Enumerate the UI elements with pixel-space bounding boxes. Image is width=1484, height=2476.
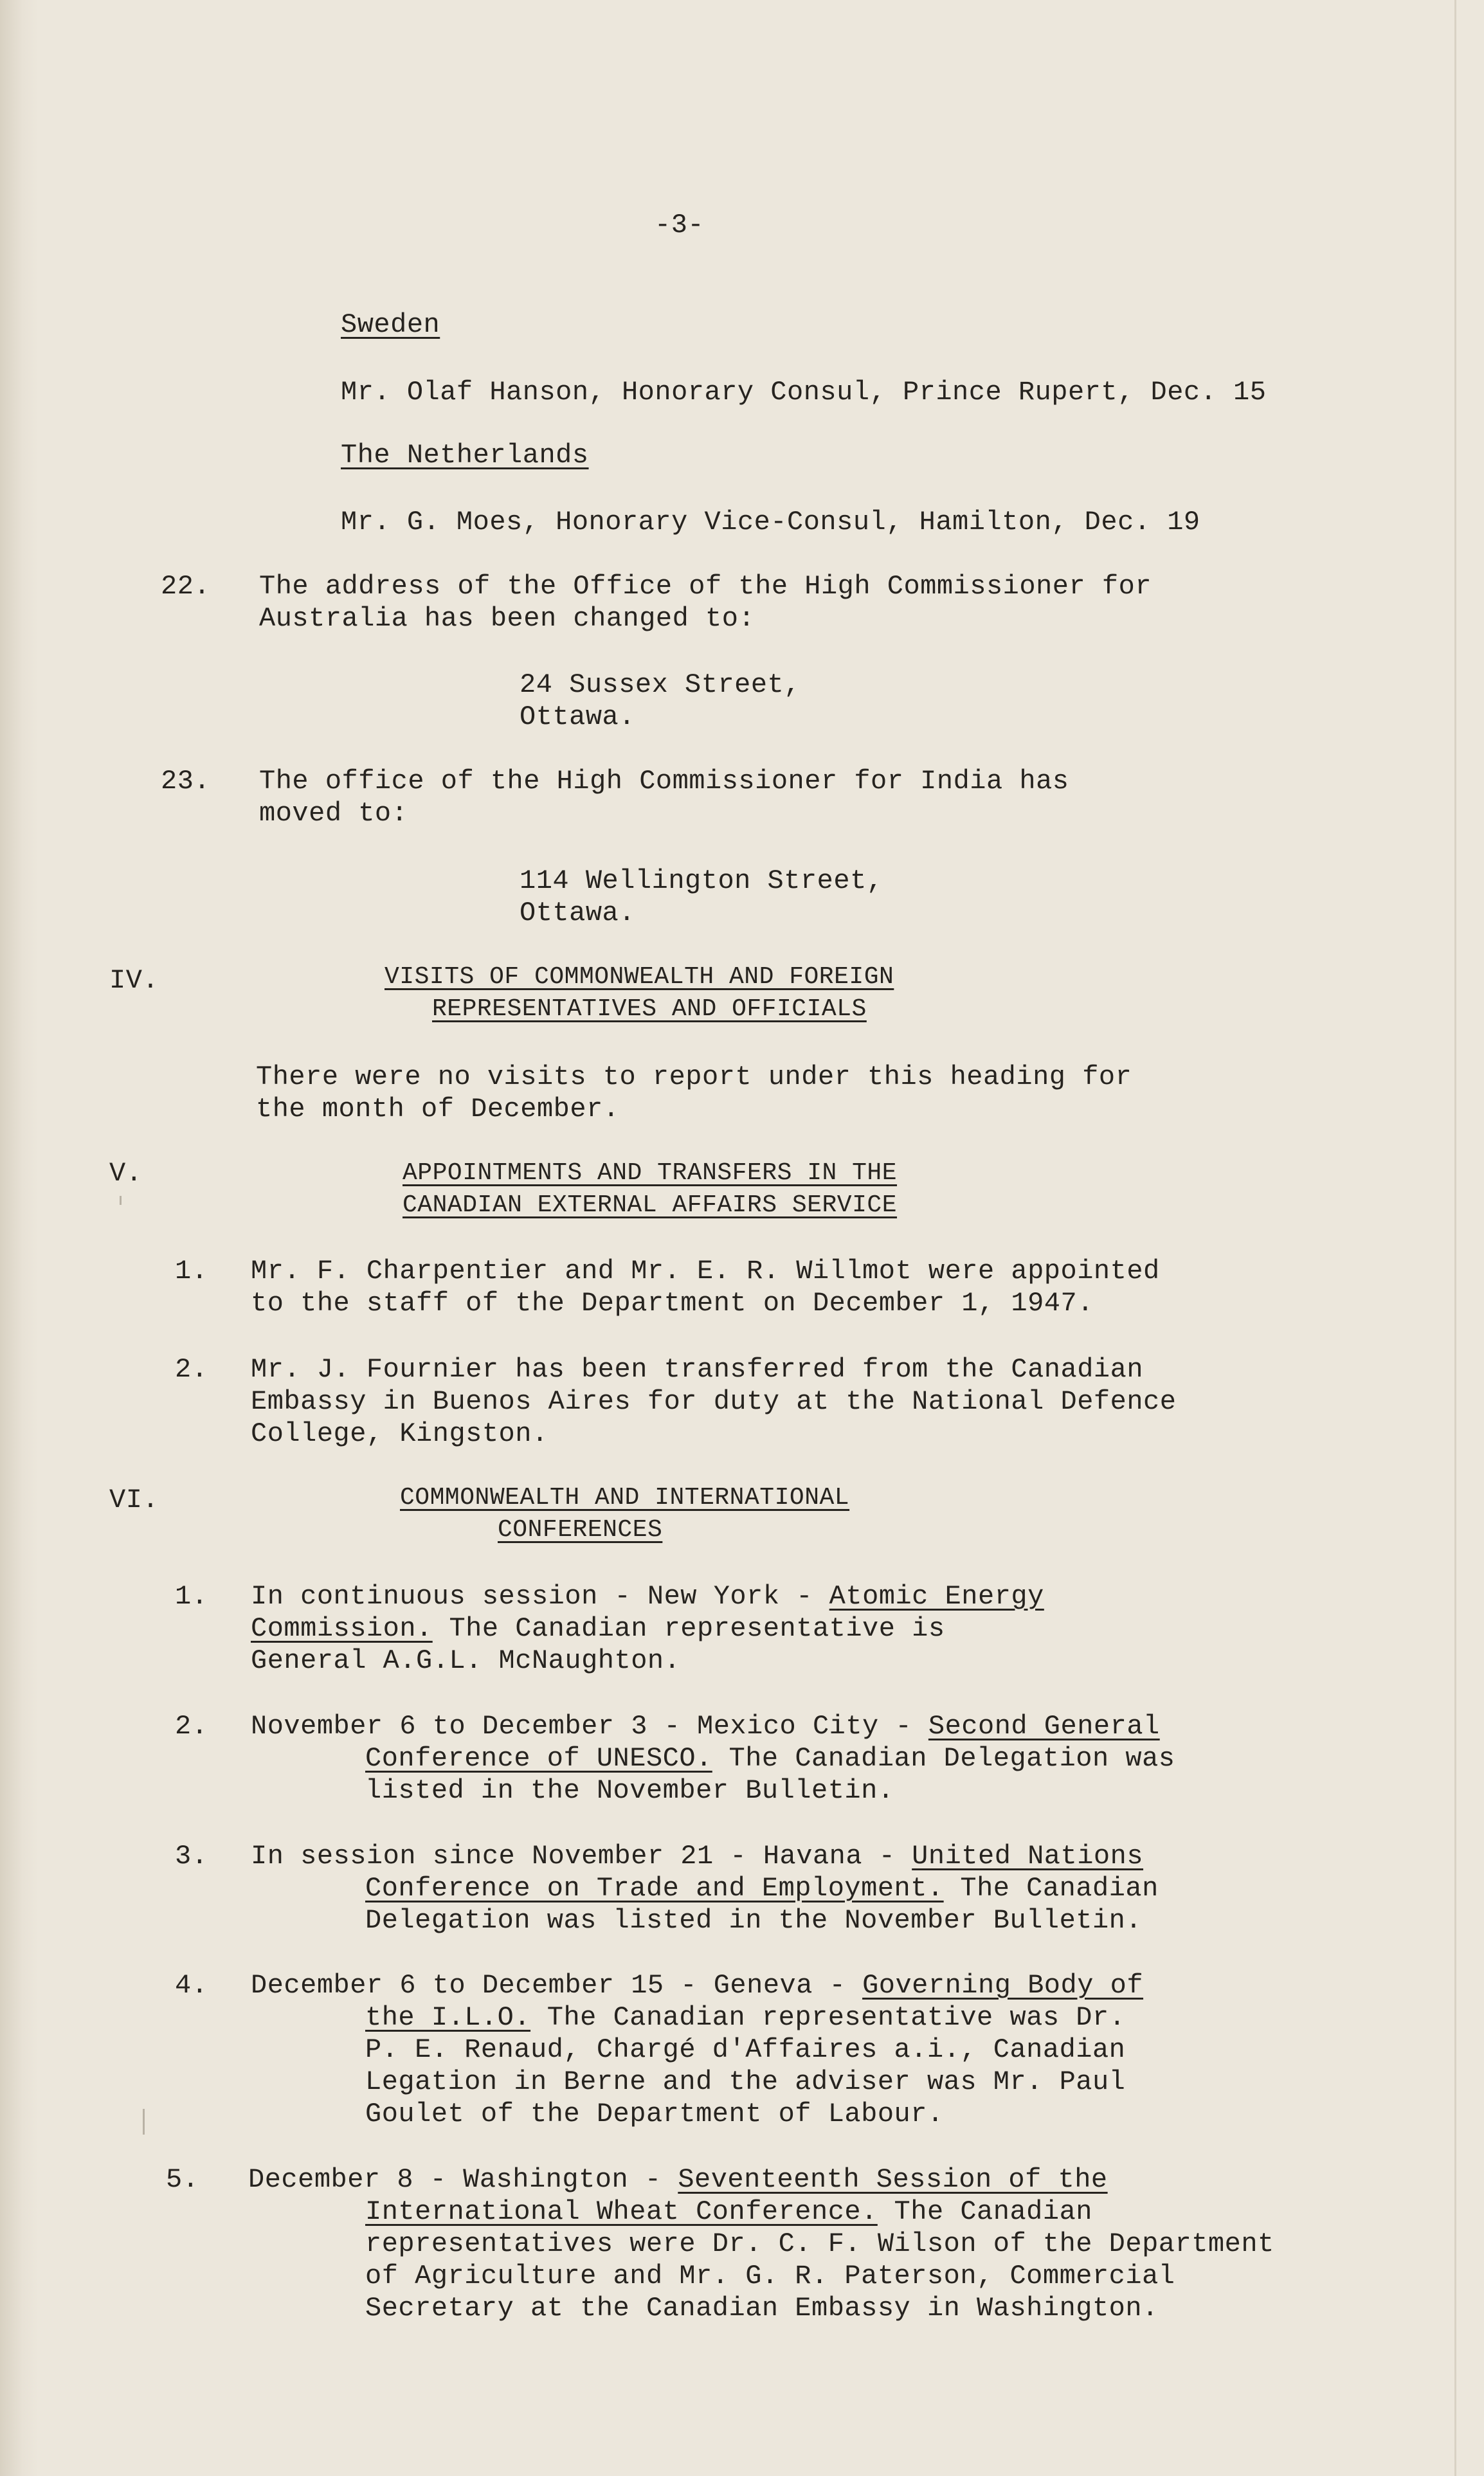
section-6-item-5-number: 5. xyxy=(166,2164,199,2195)
item-23-line-2: moved to: xyxy=(259,798,408,829)
consul-entry-netherlands: Mr. G. Moes, Honorary Vice-Consul, Hamilton, Dec. 19 xyxy=(341,507,1200,538)
section-6-item-2-line-2-text: The Canadian Delegation was xyxy=(712,1743,1175,1774)
section-5-heading-line-2: CANADIAN EXTERNAL AFFAIRS SERVICE xyxy=(403,1191,898,1219)
section-6-heading-line-1: COMMONWEALTH AND INTERNATIONAL xyxy=(400,1484,850,1512)
section-4-body-line-1: There were no visits to report under this heading for xyxy=(256,1062,1132,1092)
section-4-heading-line-1: VISITS OF COMMONWEALTH AND FOREIGN xyxy=(385,963,894,991)
section-5-numeral: V. xyxy=(109,1158,143,1189)
section-6-item-3-line-1 xyxy=(251,1840,1143,1872)
section-6-item-1-line-1-text: In continuous session - New York - xyxy=(251,1581,829,1612)
section-6-item-3-line-3: Delegation was listed in the November Bulletin. xyxy=(365,1905,1143,1936)
section-6-item-1-line-3: General A.G.L. McNaughton. xyxy=(251,1645,681,1676)
section-6-item-3-title-part-1: United Nations xyxy=(912,1841,1144,1872)
section-6-item-5-line-1-text: December 8 - Washington - xyxy=(248,2164,678,2195)
section-6-heading-line-2: CONFERENCES xyxy=(498,1516,663,1544)
section-6-item-4-title-part-1: Governing Body of xyxy=(862,1970,1144,2001)
section-6-item-1-line-1 xyxy=(251,1580,1044,1613)
section-6-item-4-title-part-2: the I.L.O. xyxy=(365,2002,531,2033)
page-edge-shadow xyxy=(0,0,39,2476)
item-23-line-1: The office of the High Commissioner for India has xyxy=(259,766,1069,797)
section-6-item-3-line-1-text: In session since November 21 - Havana - xyxy=(251,1841,912,1872)
section-6-item-1-title-part-2: Commission. xyxy=(251,1613,433,1644)
section-6-item-3-line-2 xyxy=(365,1872,1159,1904)
section-5-item-2-line-3: College, Kingston. xyxy=(251,1418,548,1449)
section-6-item-4-line-3: P. E. Renaud, Chargé d'Affaires a.i., Canadian xyxy=(365,2034,1126,2065)
section-6-item-2-title-part-2: Conference of UNESCO. xyxy=(365,1743,712,1774)
section-6-item-2-title-part-1: Second General xyxy=(928,1711,1160,1742)
section-6-item-2-line-3: listed in the November Bulletin. xyxy=(365,1775,894,1806)
section-4-body-line-2: the month of December. xyxy=(256,1094,620,1125)
section-6-item-5-line-3: representatives were Dr. C. F. Wilson of the Department xyxy=(365,2228,1274,2259)
section-6-item-4-line-1-text: December 6 to December 15 - Geneva - xyxy=(251,1970,863,2001)
country-heading-netherlands: The Netherlands xyxy=(341,440,589,471)
section-6-item-4-line-1 xyxy=(251,1969,1143,2002)
item-22-line-2: Australia has been changed to: xyxy=(259,603,756,634)
section-6-item-5-title-part-2: International Wheat Conference. xyxy=(365,2196,878,2227)
section-5-item-2-number: 2. xyxy=(175,1354,208,1385)
section-6-item-5-line-2 xyxy=(365,2196,1092,2228)
section-6-item-5-line-1 xyxy=(248,2164,1108,2196)
item-22-address-2: Ottawa. xyxy=(520,701,635,732)
section-6-item-2-line-1 xyxy=(251,1710,1160,1742)
section-6-item-5-line-2-text: The Canadian xyxy=(877,2196,1092,2227)
section-6-item-1-line-2 xyxy=(251,1613,945,1645)
pencil-mark xyxy=(143,2109,145,2135)
section-6-item-5-title-part-1: Seventeenth Session of the xyxy=(678,2164,1108,2195)
section-6-item-4-number: 4. xyxy=(175,1970,208,2001)
section-6-item-3-line-2-text: The Canadian xyxy=(943,1873,1159,1904)
pencil-mark-small xyxy=(120,1196,122,1205)
section-6-item-4-line-2 xyxy=(365,2002,1125,2034)
item-23-address-1: 114 Wellington Street, xyxy=(520,865,883,896)
section-6-item-3-title-part-2: Conference on Trade and Employment. xyxy=(365,1873,944,1904)
section-6-item-5-line-5: Secretary at the Canadian Embassy in Washington. xyxy=(365,2293,1159,2324)
section-4-heading-line-2: REPRESENTATIVES AND OFFICIALS xyxy=(432,995,867,1023)
section-6-item-1-line-2-text: The Canadian representative is xyxy=(432,1613,945,1644)
item-22-number: 22. xyxy=(161,571,211,602)
section-5-item-1-number: 1. xyxy=(175,1256,208,1287)
section-6-numeral: VI. xyxy=(109,1485,159,1515)
item-23-number: 23. xyxy=(161,766,211,797)
country-heading-sweden: Sweden xyxy=(341,309,440,340)
section-6-item-4-line-2-text: The Canadian representative was Dr. xyxy=(530,2002,1126,2033)
section-5-item-2-line-1: Mr. J. Fournier has been transferred from the Canadian xyxy=(251,1354,1144,1385)
section-6-item-4-line-4: Legation in Berne and the adviser was Mr. Paul xyxy=(365,2066,1126,2097)
section-6-item-2-line-2 xyxy=(365,1742,1175,1775)
section-5-item-1-line-2: to the staff of the Department on December 1, 1947. xyxy=(251,1288,1094,1319)
consul-entry-sweden: Mr. Olaf Hanson, Honorary Consul, Prince Rupert, Dec. 15 xyxy=(341,377,1267,408)
section-5-item-2-line-2: Embassy in Buenos Aires for duty at the National Defence xyxy=(251,1386,1177,1417)
item-22-address-1: 24 Sussex Street, xyxy=(520,669,801,700)
section-6-item-4-line-5: Goulet of the Department of Labour. xyxy=(365,2099,944,2129)
section-6-item-1-title-part-1: Atomic Energy xyxy=(829,1581,1044,1612)
item-23-address-2: Ottawa. xyxy=(520,898,635,928)
page-fold-line xyxy=(1454,0,1456,2476)
section-6-item-3-number: 3. xyxy=(175,1841,208,1872)
section-6-item-1-number: 1. xyxy=(175,1581,208,1612)
section-5-item-1-line-1: Mr. F. Charpentier and Mr. E. R. Willmot were appointed xyxy=(251,1256,1160,1287)
section-5-heading-line-1: APPOINTMENTS AND TRANSFERS IN THE xyxy=(403,1159,898,1187)
section-6-item-2-line-1-text: November 6 to December 3 - Mexico City - xyxy=(251,1711,928,1742)
section-4-numeral: IV. xyxy=(109,965,159,996)
page-number: -3- xyxy=(655,210,705,240)
item-22-line-1: The address of the Office of the High Commissioner for xyxy=(259,571,1152,602)
section-6-item-5-line-4: of Agriculture and Mr. G. R. Paterson, Commercial xyxy=(365,2261,1175,2291)
section-6-item-2-number: 2. xyxy=(175,1711,208,1742)
